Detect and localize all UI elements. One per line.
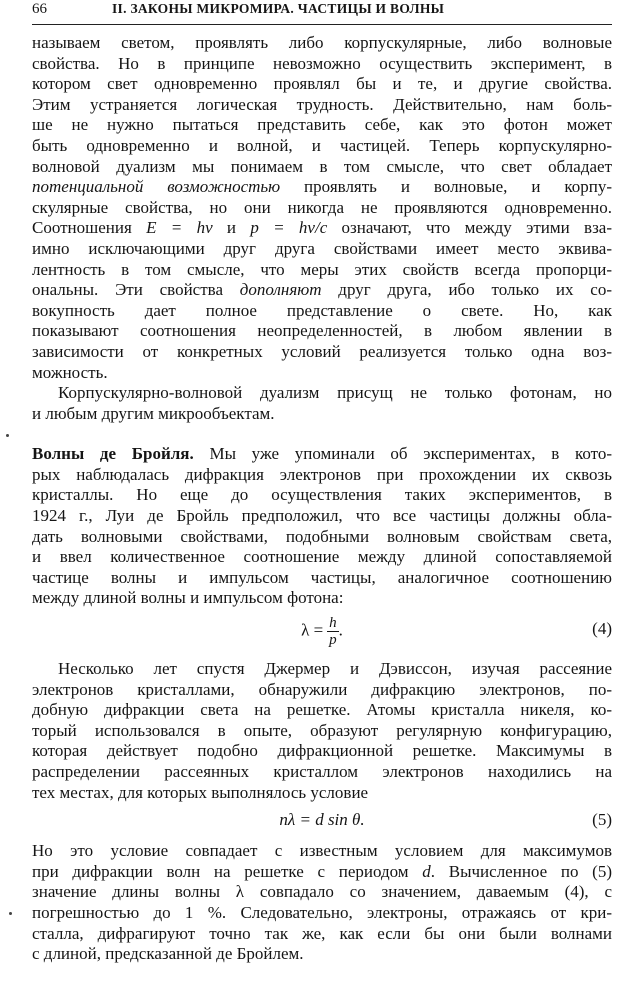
equation-lhs: λ = (301, 620, 324, 640)
text-line (32, 862, 612, 883)
text-line: погрешностью до 1 %. Следовательно, электроны, отражаясь от кри- (32, 902, 612, 922)
text-line: Корпускулярно-волновой дуализм присущ не только фотонам, но (58, 383, 612, 403)
text-line: которая действует подобно дифракционной решетке. Максимумы в (32, 741, 612, 761)
text-line: добную дифракции света на решетке. Атомы кристалла никеля, ко- (32, 700, 612, 720)
emphasis-potential-possibility: потенциальной возможностью (32, 177, 281, 197)
text-line: тех местах, для которых выполнялось условие (32, 782, 369, 802)
equation-body: nλ = d sin θ. (279, 810, 365, 830)
text-line: 1924 г., Луи де Бройль предположил, что все частицы должны обла- (32, 506, 612, 526)
inline-formula-momentum: p = hν/c (250, 218, 328, 238)
text-fragment: друг друга, ибо только их со- (321, 280, 612, 300)
text-fragment: Мы уже упоминали об экспериментах, в кото- (193, 444, 612, 464)
text-line: электронов кристаллами, обнаружили дифракцию электронов, по- (32, 679, 612, 699)
text-fragment: означают, что между этими вза- (327, 218, 613, 238)
text-fragment: проявлять и волновые, и корпу- (280, 177, 612, 197)
text-line: частице волны и импульсом частицы, аналогичное соотношению (32, 567, 612, 587)
text-line (32, 444, 612, 465)
text-line (32, 280, 612, 301)
fraction-denominator: p (329, 632, 337, 649)
text-fragment: при дифракции волн на решетке с периодом (32, 861, 423, 881)
text-line: распределении рассеянных кристаллом электронов находились на (32, 762, 612, 781)
scan-speck (6, 434, 9, 437)
scan-speck (9, 912, 12, 915)
running-head: II. ЗАКОНЫ МИКРОМИРА. ЧАСТИЦЫ И ВОЛНЫ (112, 1, 445, 16)
fraction (327, 615, 339, 648)
paragraph-conclusion (32, 841, 612, 965)
paragraph-light-duality (32, 33, 612, 383)
text-line: ше не нужно пытаться представить себе, как это фотон может (32, 115, 612, 135)
text-line: сталла, дифрагируют точно так же, как если бы они были волнами (32, 923, 612, 943)
equation-body (32, 615, 612, 648)
text-fragment: Соотношения (32, 218, 147, 238)
text-line: можность. (32, 362, 108, 382)
text-line: Несколько лет спустя Джермер и Дэвиссон, изучая рассеяние (58, 659, 612, 679)
section-heading: Волны де Бройля. (32, 444, 194, 464)
text-line: значение длины волны λ совпадало со значением, даваемым (4), с (32, 882, 612, 902)
text-fragment: ональны. Эти свойства (32, 280, 240, 300)
equation-number: (4) (592, 619, 612, 639)
text-line: и любым другим микрообъектам. (32, 403, 275, 423)
text-fragment: и (212, 218, 251, 238)
text-line: рых наблюдалась дифракция электронов при прохождении их сквозь (32, 464, 612, 484)
text-line: быть одновременно и волной, и частицей. Теперь корпускулярно- (32, 135, 612, 155)
text-line: дать волновыми свойствами, подобными волновым свойствам света, (32, 526, 612, 546)
text-line: Но это условие совпадает с известным условием для максимумов (32, 841, 612, 861)
text-line: котором свет одновременно проявлял бы и те, и другие свойства. (32, 74, 612, 94)
text-fragment: . Вычисленное по (5) (430, 861, 612, 881)
text-line: волновой дуализм мы понимаем в том смысле, что свет обладает (32, 156, 612, 176)
text-line: торый использовался в опыте, образуют регулярную конфигурацию, (32, 720, 612, 740)
equation-tail: . (338, 620, 343, 640)
paragraph-microobjects (32, 383, 612, 424)
page-body (32, 33, 612, 965)
paragraph-germer-davisson (32, 659, 612, 803)
emphasis-complement: дополняют (239, 280, 322, 300)
text-line: скулярные свойства, но они никогда не проявляются одновременно. (32, 197, 612, 217)
text-line: вокупность дает полное представление о свете. Но, как (32, 300, 612, 320)
page-number: 66 (32, 1, 47, 17)
fraction-numerator: h (329, 615, 337, 632)
text-line: называем светом, проявлять либо корпускулярные, либо волновые (32, 33, 612, 52)
inline-formula-energy: E = hν (146, 218, 213, 238)
text-line: между длиной волны и импульсом фотона: (32, 588, 344, 608)
text-line: с длиной, предсказанной де Бройлем. (32, 944, 304, 964)
text-line: лентность в том смысле, что меры этих свойств всегда пропорци- (32, 259, 612, 279)
text-line: имно исключающими друг друга свойствами имеет место эквива- (32, 238, 612, 258)
equation-4 (32, 609, 612, 659)
text-line: и ввел количественное соотношение между длиной сопоставляемой (32, 547, 612, 567)
page-header (32, 0, 612, 24)
text-line (32, 177, 612, 198)
equation-number: (5) (592, 810, 612, 830)
variable-d: d (422, 861, 431, 881)
text-line: свойства. Но в принципе невозможно осуществить эксперимент, в (32, 53, 612, 73)
text-line: показывают соотношения неопределенностей, в любом явлении в (32, 321, 612, 341)
text-line: кристаллы. Но еще до осуществления таких экспериментов, в (32, 485, 612, 505)
text-line (32, 218, 612, 239)
section-de-broglie-waves (32, 444, 612, 609)
equation-5 (32, 803, 612, 841)
header-rule (32, 24, 612, 25)
text-line: Этим устраняется логическая трудность. Действительно, нам боль- (32, 94, 612, 114)
text-line: зависимости от конкретных условий реализуется только одна воз- (32, 341, 612, 361)
section-gap (32, 424, 612, 444)
